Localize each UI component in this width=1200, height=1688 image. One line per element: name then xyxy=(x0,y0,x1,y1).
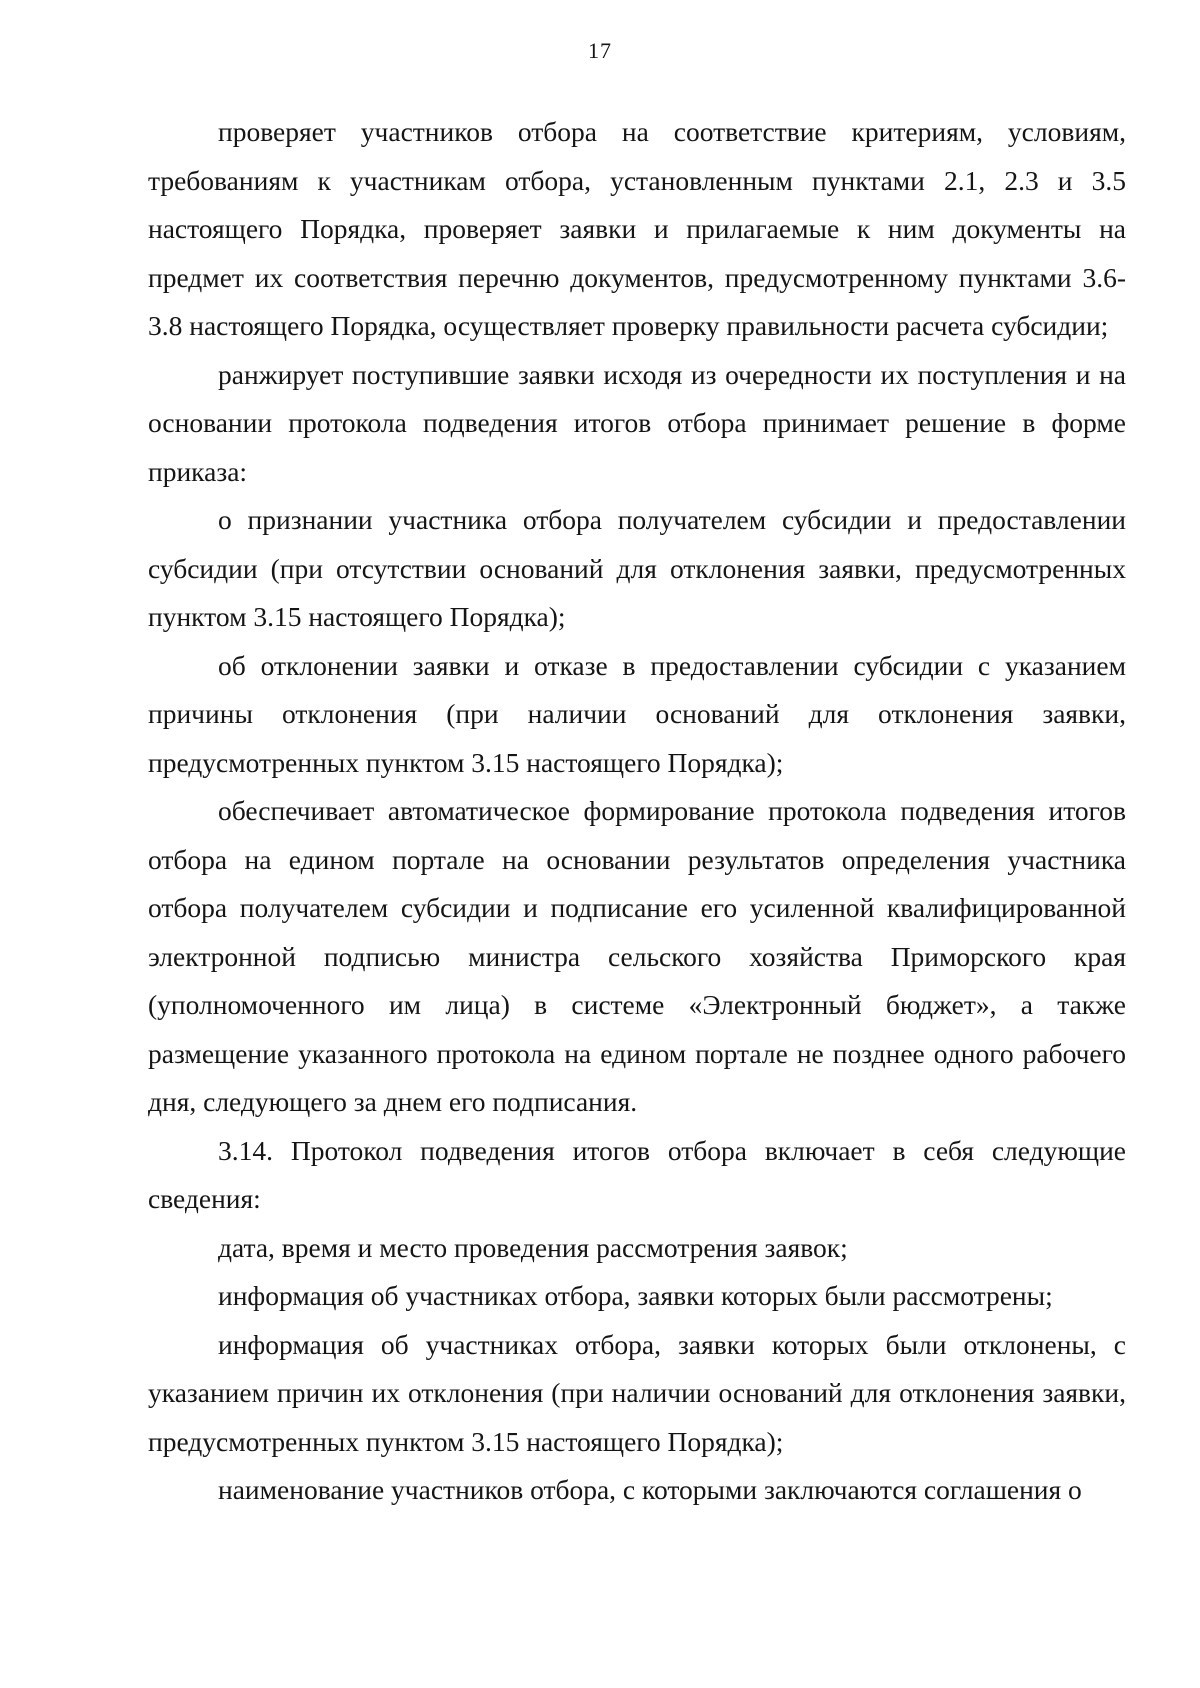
paragraph-protocol-formation: обеспечивает автоматическое формирование протокола подведения итогов отбора на едином портале на основании результатов определения участника отбора получателем субсидии и подписание его усиленной квалифицированной электронной подписью министра сельского хозяйства Приморского края (уполномоченного им лица) в системе «Электронный бюджет», а также размещение указанного протокола на едином портале не позднее одного рабочего дня, следующего за днем его подписания. xyxy=(148,795,1126,1117)
paragraph-date-time-place: дата, время и место проведения рассмотрения заявок; xyxy=(218,1231,848,1263)
paragraph-participants-agreements: наименование участников отбора, с которыми заключаются соглашения о xyxy=(218,1474,1082,1505)
paragraph-reviewed-participants: информация об участниках отбора, заявки которых были рассмотрены; xyxy=(218,1280,1053,1311)
paragraph-rejection-application: об отклонении заявки и отказе в предоставлении субсидии с указанием причины отклонения (при наличии оснований для отклонения заявки, предусмотренных пунктом 3.15 настоящего Порядка); xyxy=(148,649,1126,778)
document-body xyxy=(148,108,1126,1515)
paragraph-ranks-applications: ранжирует поступившие заявки исходя из очередности их поступления и на основании протокола подведения итогов отбора принимает решение в форме приказа: xyxy=(148,358,1126,487)
paragraph-rejected-participants: информация об участниках отбора, заявки которых были отклонены, с указанием причин их отклонения (при наличии оснований для отклонения заявки, предусмотренных пунктом 3.15 настоящего Порядка); xyxy=(148,1328,1126,1457)
page-number: 17 xyxy=(588,38,612,63)
paragraph-section-3-14: 3.14. Протокол подведения итогов отбора включает в себя следующие сведения: xyxy=(148,1134,1126,1214)
paragraph-checks-participants: проверяет участников отбора на соответствие критериям, условиям, требованиям к участникам отбора, установленным пунктами 2.1, 2.3 и 3.5 настоящего Порядка, проверяет заявки и прилагаемые к ним документы на предмет их соответствия перечню документов, предусмотренному пунктами 3.6-3.8 настоящего Порядка, осуществляет проверку правильности расчета субсидии; xyxy=(148,116,1126,341)
paragraph-recognition-recipient: о признании участника отбора получателем субсидии и предоставлении субсидии (при отсутствии оснований для отклонения заявки, предусмотренных пунктом 3.15 настоящего Порядка); xyxy=(148,504,1126,632)
